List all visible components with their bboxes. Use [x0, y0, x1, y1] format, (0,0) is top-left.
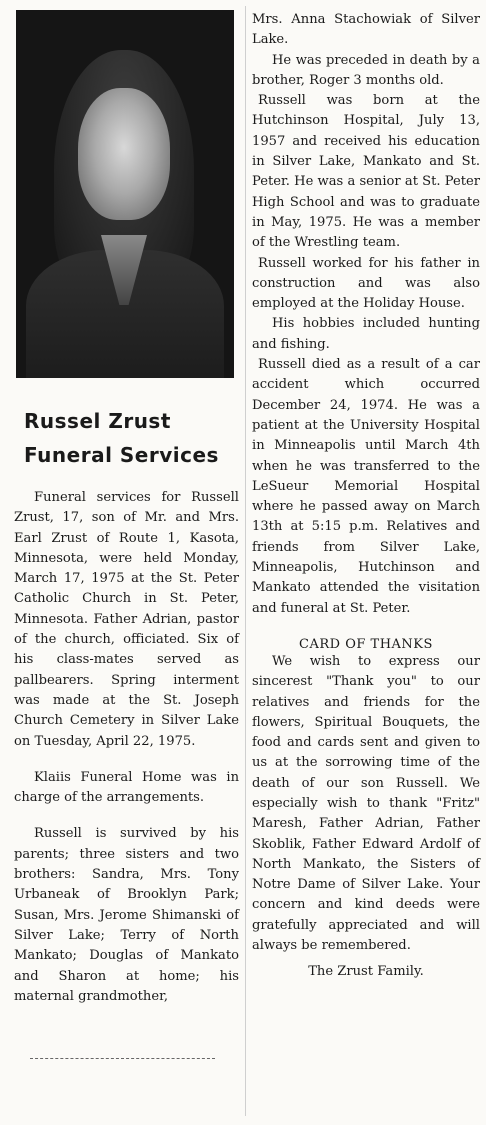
paragraph-hobbies: His hobbies included hunting and fishing. — [252, 316, 480, 352]
card-of-thanks-body: We wish to express our sincerest "Thank you" to our relatives and friends for the flowers, Spiritual Bouquets, the food and cards sent and given to us at the sorrowing time of the death of our son Russell. We especially wish to thank "Fritz" Maresh, Father Adrian, Father Skoblik, Father Edward Ardolf of North Mankato, the Sisters of Notre Dame of Silver Lake. Your concern and kind deeds were gratefully appreciated and will always be remembered. — [252, 653, 480, 954]
paragraph-born: Russell was born at the Hutchinson Hospital, July 13, 1957 and received his education in Silver Lake, Mankato and St. Peter. He was a senior at St. Peter High School and was to graduate in May, 1975. He was a member of the Wrestling team. — [252, 93, 480, 251]
portrait-photo — [16, 10, 234, 378]
left-column — [14, 10, 239, 1007]
column-divider — [245, 6, 246, 1116]
paragraph-grandmother: Mrs. Anna Stachowiak of Silver Lake. — [252, 12, 480, 48]
separator-line — [30, 1058, 215, 1059]
paragraph-survivors: Russell is survived by his parents; three sisters and two brothers: Sandra, Mrs. Tony Urbaneak of Brooklyn Park; Susan, Mrs. Jerome Shimanski of Silver Lake; Terry of North Mankato; Douglas of Mankato and Sharon at home; his maternal grandmother, — [14, 826, 239, 1004]
card-of-thanks-title: CARD OF THANKS — [299, 636, 433, 652]
paragraph-work: Russell worked for his father in construction and was also employed at the Holiday House. — [252, 255, 480, 312]
headline-line-1: Russel Zrust — [24, 409, 171, 433]
headline-line-2: Funeral Services — [24, 443, 219, 467]
paragraph-accident: Russell died as a result of a car accident which occurred December 24, 1974. He was a patient at the University Hospital in Minneapolis until March 4th when he was transferred to the LeSueur Memorial Hospital where he passed away on March 13th at 5:15 p.m. Relatives and friends from Silver Lake, Minneapolis, Hutchinson and Mankato attended the visitation and funeral at St. Peter. — [252, 357, 480, 616]
paragraph-funeral-home: Klaiis Funeral Home was in charge of the arrangements. — [14, 769, 239, 806]
paragraph-services: Funeral services for Russell Zrust, 17, son of Mr. and Mrs. Earl Zrust of Route 1, Kasota, Minnesota, were held Monday, March 17, 1975 at the St. Peter Catholic Church in St. Peter, Minnesota. Father Adrian, pastor of the church, officiated. Six of his class-mates served as pallbearers. Spring interment was made at the St. Joseph Church Cemetery in Silver Lake on Tuesday, April 22, 1975. — [14, 490, 239, 749]
family-signature: The Zrust Family. — [308, 964, 424, 980]
paragraph-preceded: He was preceded in death by a brother, Roger 3 months old. — [252, 52, 480, 88]
headline — [24, 404, 239, 472]
right-column — [252, 10, 480, 983]
photo-face-shape — [78, 88, 170, 220]
